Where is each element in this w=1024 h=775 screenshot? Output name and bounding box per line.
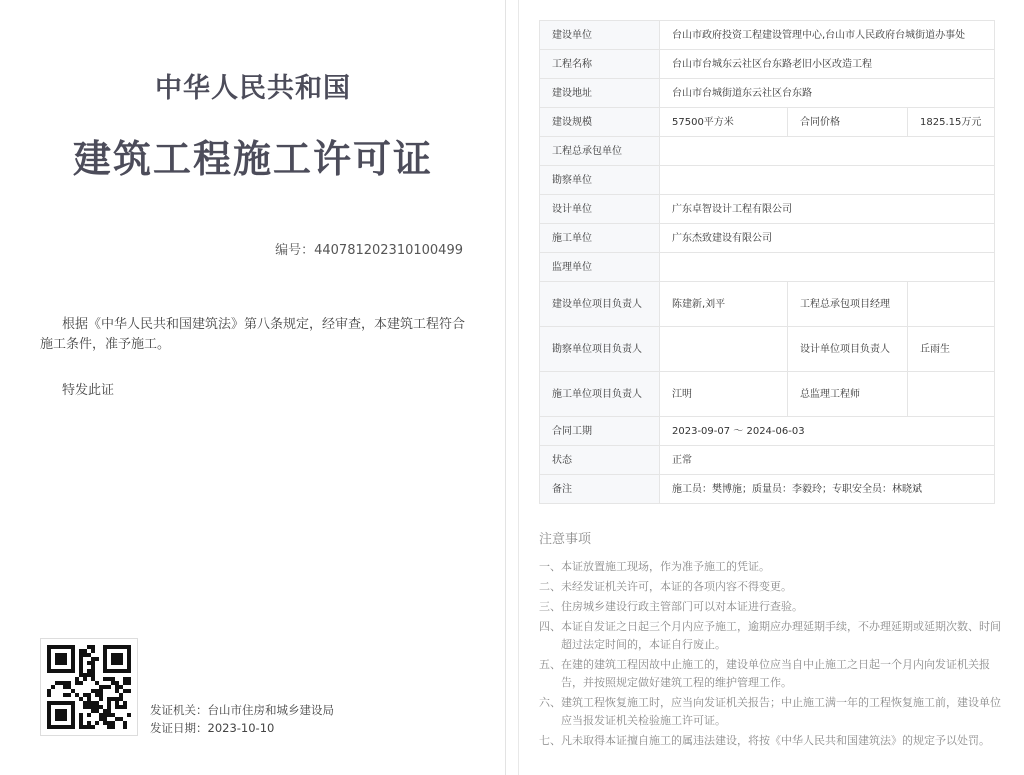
scale-label: 建设规模: [540, 108, 660, 137]
notes-list: [539, 558, 1001, 752]
chief-supervisor-label: 总监理工程师: [788, 372, 908, 417]
survey-pm-label: 勘察单位项目负责人: [540, 327, 660, 372]
general-contractor-value: [660, 137, 995, 166]
qr-code[interactable]: [40, 638, 138, 736]
address-value: 台山市台城街道东云社区台东路: [660, 79, 995, 108]
scale-value: 57500平方米: [660, 108, 788, 137]
certificate-serial-number: 编号：440781202310100499: [275, 243, 463, 258]
table-row: [540, 372, 995, 417]
gc-pm-value: [908, 282, 995, 327]
certificate-main-title: 建筑工程施工许可证: [72, 136, 433, 181]
period-value: 2023-09-07 ～ 2024-06-03: [660, 417, 995, 446]
qr-code-graphic: [47, 645, 131, 729]
contract-price-value: 1825.15万元: [908, 108, 995, 137]
status-label: 状态: [540, 446, 660, 475]
contract-price-label: 合同价格: [788, 108, 908, 137]
survey-unit-value: [660, 166, 995, 195]
table-row: [540, 253, 995, 282]
table-row: [540, 50, 995, 79]
design-unit-value: 广东卓智设计工程有限公司: [660, 195, 995, 224]
general-contractor-label: 工程总承包单位: [540, 137, 660, 166]
issuer-authority: 发证机关：台山市住房和城乡建设局: [150, 703, 334, 717]
permit-info-table: [539, 20, 995, 504]
design-unit-label: 设计单位: [540, 195, 660, 224]
construction-unit-label: 施工单位: [540, 224, 660, 253]
chief-supervisor-value: [908, 372, 995, 417]
table-row: [540, 282, 995, 327]
design-pm-label: 设计单位项目负责人: [788, 327, 908, 372]
supervision-unit-value: [660, 253, 995, 282]
design-pm-value: 丘雨生: [908, 327, 995, 372]
survey-unit-label: 勘察单位: [540, 166, 660, 195]
builder-label: 建设单位: [540, 21, 660, 50]
status-value: 正常: [660, 446, 995, 475]
project-name-value: 台山市台城东云社区台东路老旧小区改造工程: [660, 50, 995, 79]
construction-unit-value: 广东杰致建设有限公司: [660, 224, 995, 253]
certificate-statement: 根据《中华人民共和国建筑法》第八条规定，经审查，本建筑工程符合施工条件，准予施工。: [40, 317, 466, 352]
gc-pm-label: 工程总承包项目经理: [788, 282, 908, 327]
construction-pm-label: 施工单位项目负责人: [540, 372, 660, 417]
table-row: [540, 79, 995, 108]
table-row: [540, 446, 995, 475]
issuer-block: [150, 701, 334, 737]
table-row: [540, 417, 995, 446]
table-row: [540, 108, 995, 137]
remarks-value: 施工员：樊博施；质量员：李毅玲；专职安全员：林晓斌: [660, 475, 995, 504]
note-item: 三、住房城乡建设行政主管部门可以对本证进行查验。: [539, 600, 803, 613]
builder-value: 台山市政府投资工程建设管理中心,台山市人民政府台城街道办事处: [660, 21, 995, 50]
table-row: [540, 195, 995, 224]
builder-pm-value: 陈建新,刘平: [660, 282, 788, 327]
construction-pm-value: 江明: [660, 372, 788, 417]
table-row: [540, 21, 995, 50]
panel-divider: [518, 0, 519, 775]
note-item: 一、本证放置施工现场，作为准予施工的凭证。: [539, 560, 770, 573]
issue-date: 发证日期：2023-10-10: [150, 721, 275, 735]
note-item: 四、本证自发证之日起三个月内应予施工，逾期应办理延期手续，不办理延期或延期次数、时间超过法定时间的，本证自行废止。: [539, 620, 1001, 651]
note-item: 六、建筑工程恢复施工时，应当向发证机关报告；中止施工满一年的工程恢复施工前，建设单位应当报发证机关检验施工许可证。: [539, 696, 1001, 727]
table-row: [540, 224, 995, 253]
remarks-label: 备注: [540, 475, 660, 504]
certificate-country-title: 中华人民共和国: [155, 73, 351, 104]
period-label: 合同工期: [540, 417, 660, 446]
certificate-special-issue: 特发此证: [62, 383, 115, 398]
note-item: 七、凡未取得本证擅自施工的属违法建设，将按《中华人民共和国建筑法》的规定予以处罚。: [539, 734, 990, 747]
project-name-label: 工程名称: [540, 50, 660, 79]
survey-pm-value: [660, 327, 788, 372]
note-item: 二、未经发证机关许可，本证的各项内容不得变更。: [539, 580, 792, 593]
address-label: 建设地址: [540, 79, 660, 108]
builder-pm-label: 建设单位项目负责人: [540, 282, 660, 327]
certificate-left-panel: [0, 0, 506, 775]
table-row: [540, 137, 995, 166]
table-row: [540, 327, 995, 372]
table-row: [540, 166, 995, 195]
note-item: 五、在建的建筑工程因故中止施工的，建设单位应当自中止施工之日起一个月内向发证机关报告，并按照规定做好建筑工程的维护管理工作。: [539, 658, 990, 689]
supervision-unit-label: 监理单位: [540, 253, 660, 282]
table-row: [540, 475, 995, 504]
notes-title: 注意事项: [539, 532, 592, 547]
